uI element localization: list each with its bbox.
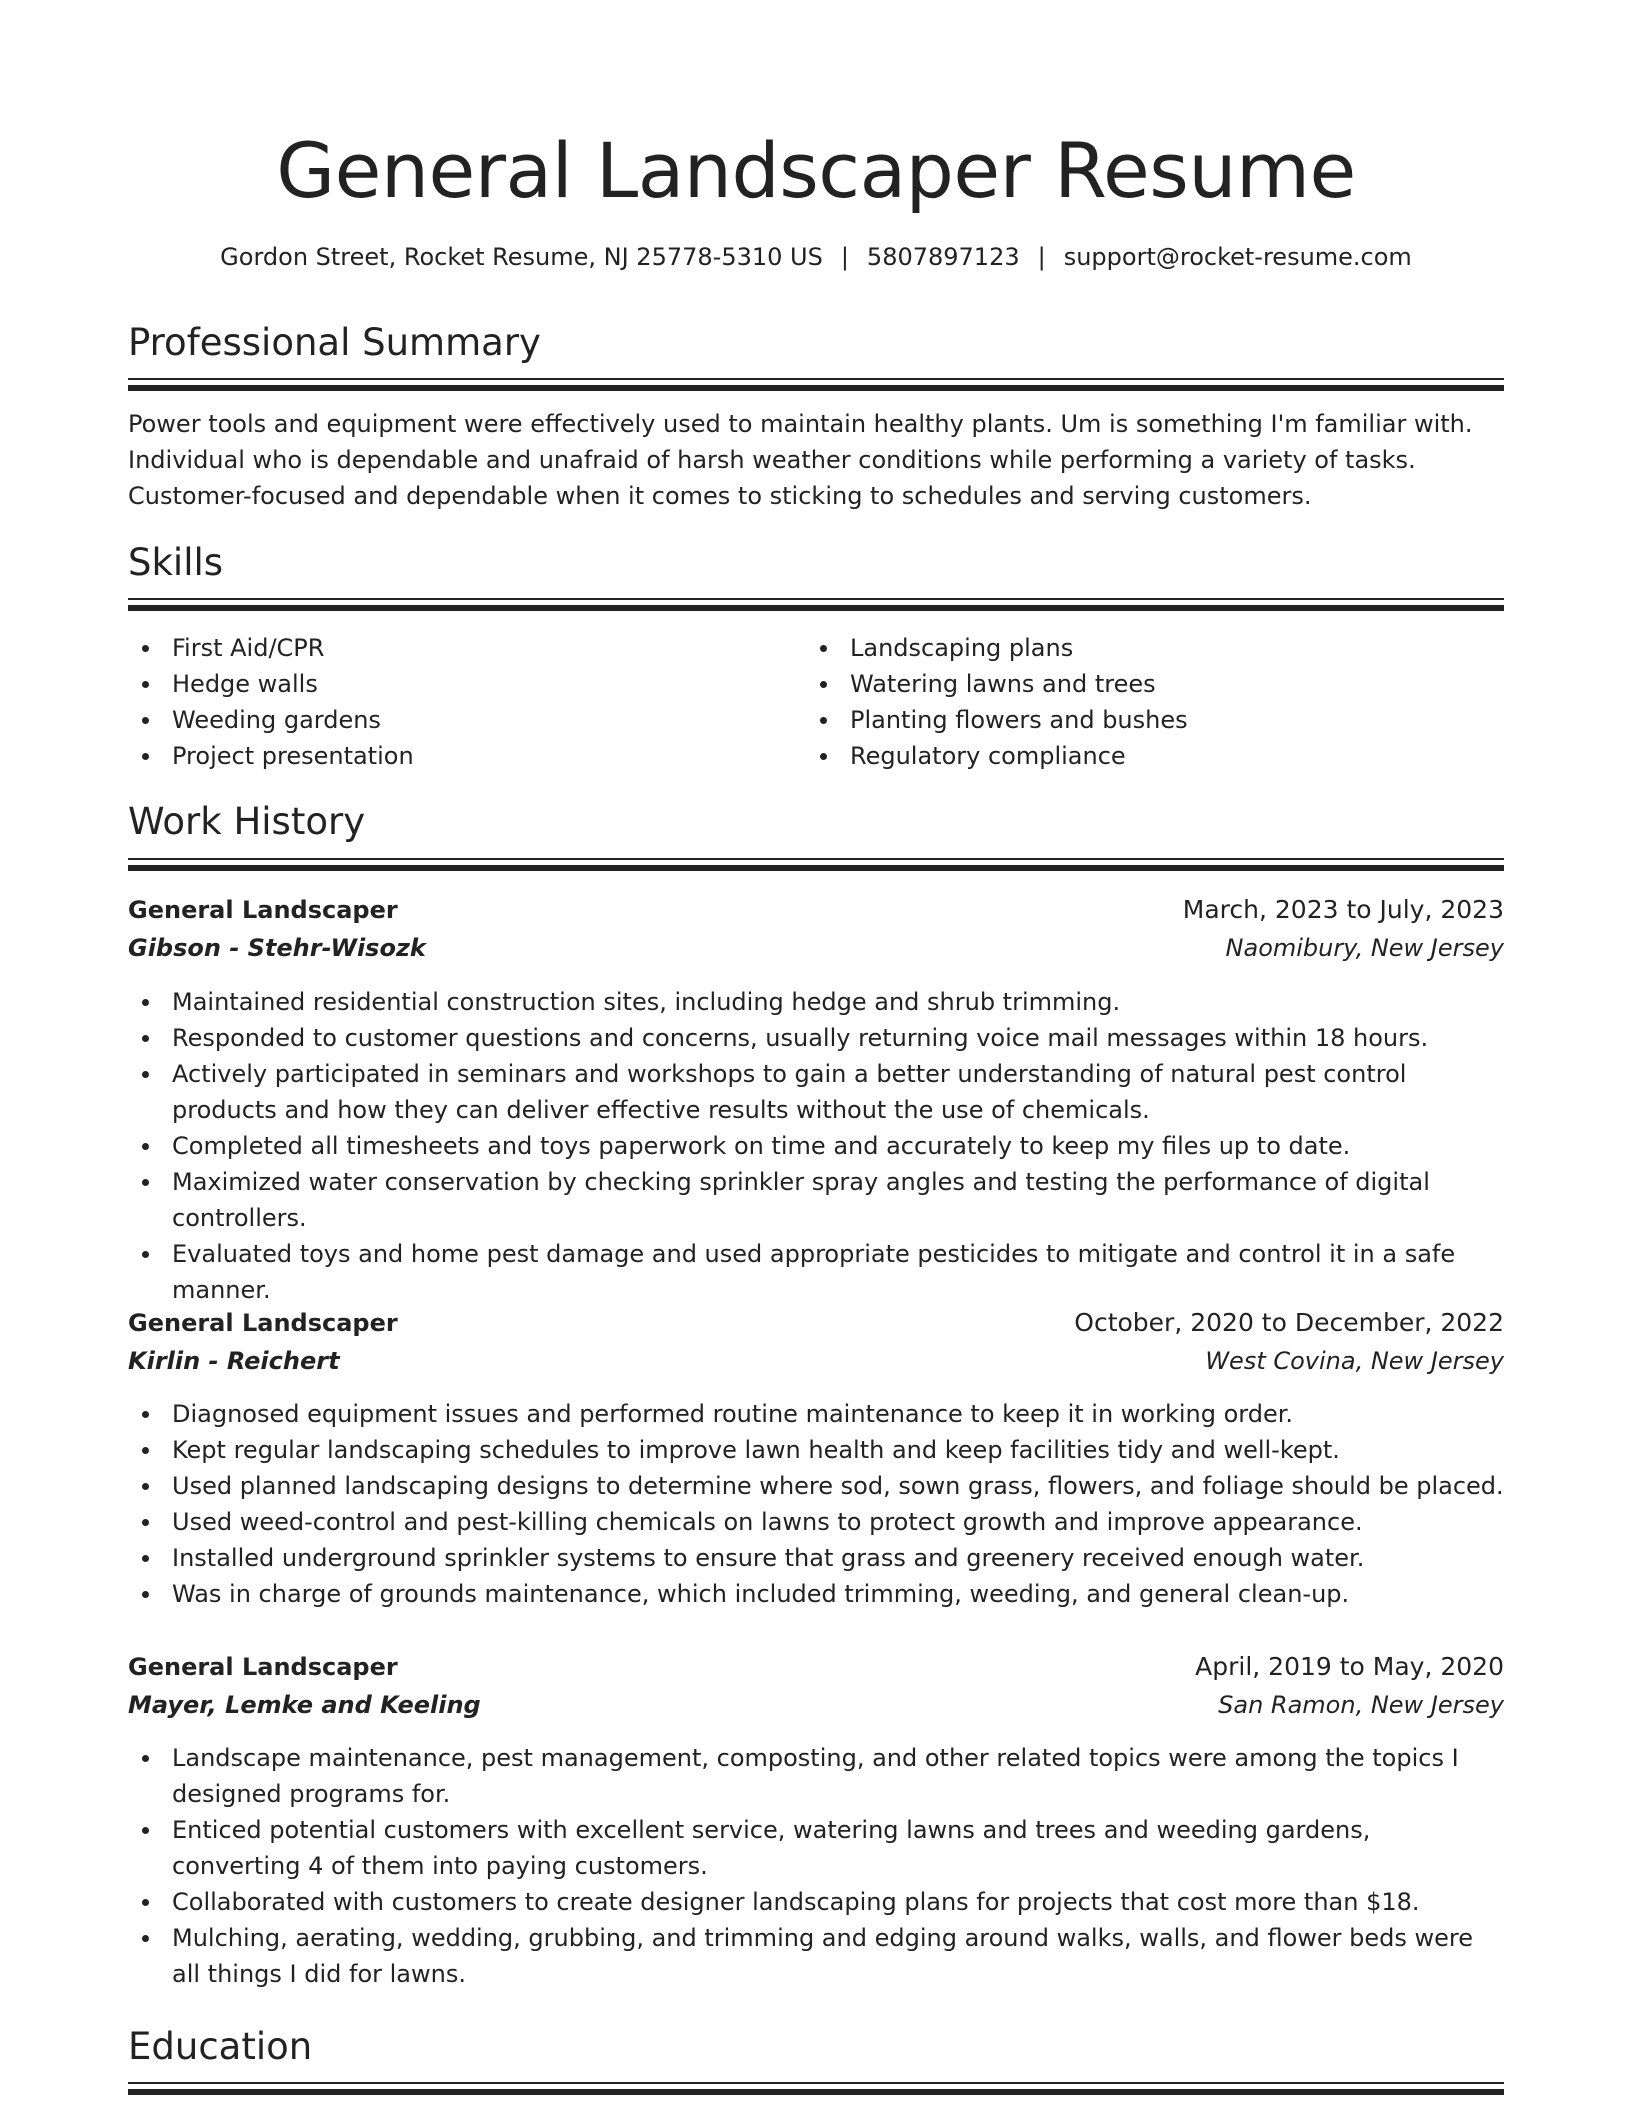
summary-text: Power tools and equipment were effectively used to maintain healthy plants. Um is something I'm familiar with. Individual who is dependable and unafraid of harsh weather conditions while performing a variety of tasks. Customer-focused and dependable when it comes to sticking to schedules and serving customers. <box>128 410 1473 510</box>
job-bullet: Diagnosed equipment issues and performed routine maintenance to keep it in working order. <box>128 1396 1504 1432</box>
page-title: General Landscaper Resume <box>276 126 1356 215</box>
skills-list-right <box>806 630 1486 774</box>
contact-email: support@rocket-resume.com <box>1063 243 1412 271</box>
section-title-work: Work History <box>128 800 366 843</box>
skill-item: First Aid/CPR <box>128 630 808 666</box>
job-bullet: Used planned landscaping designs to determine where sod, sown grass, flowers, and foliage should be placed. <box>128 1468 1504 1504</box>
section-divider <box>128 378 1504 390</box>
contact-separator: | <box>1037 243 1046 271</box>
job-header <box>128 891 1504 971</box>
job-bullet: Completed all timesheets and toys paperwork on time and accurately to keep my files up to date. <box>128 1128 1504 1164</box>
section-divider <box>128 598 1504 610</box>
contact-phone: 5807897123 <box>866 243 1020 271</box>
job-bullets <box>128 1396 1504 1612</box>
section-divider <box>128 2082 1504 2094</box>
job-dates: April, 2019 to May, 2020 <box>1195 1652 1504 1681</box>
job-bullet: Responded to customer questions and concerns, usually returning voice mail messages within 18 hours. <box>128 1020 1504 1056</box>
section-title-education: Education <box>128 2025 313 2068</box>
skill-item: Regulatory compliance <box>806 738 1486 774</box>
skill-item: Weeding gardens <box>128 702 808 738</box>
section-divider <box>128 858 1504 870</box>
job-title: General Landscaper <box>128 896 398 924</box>
job-bullet: Used weed-control and pest-killing chemicals on lawns to protect growth and improve appearance. <box>128 1504 1504 1540</box>
job-bullet: Collaborated with customers to create designer landscaping plans for projects that cost more than $18. <box>128 1884 1504 1920</box>
job-header <box>128 1304 1504 1384</box>
job-company: Kirlin - Reichert <box>128 1347 340 1375</box>
job-header <box>128 1648 1504 1728</box>
job-bullet: Maintained residential construction sites, including hedge and shrub trimming. <box>128 984 1504 1020</box>
skill-item: Watering lawns and trees <box>806 666 1486 702</box>
job-bullet: Installed underground sprinkler systems to ensure that grass and greenery received enough water. <box>128 1540 1504 1576</box>
job-bullet: Mulching, aerating, wedding, grubbing, and trimming and edging around walks, walls, and flower beds were all things I did for lawns. <box>128 1920 1504 1992</box>
job-dates: October, 2020 to December, 2022 <box>1074 1308 1504 1337</box>
job-bullets <box>128 1740 1504 1992</box>
job-title: General Landscaper <box>128 1309 398 1337</box>
skill-item: Planting flowers and bushes <box>806 702 1486 738</box>
skill-item: Hedge walls <box>128 666 808 702</box>
job-title: General Landscaper <box>128 1653 398 1681</box>
job-bullet: Evaluated toys and home pest damage and used appropriate pesticides to mitigate and control it in a safe manner. <box>128 1236 1504 1308</box>
job-company: Mayer, Lemke and Keeling <box>128 1691 481 1719</box>
contact-separator: | <box>840 243 849 271</box>
job-location: West Covina, New Jersey <box>1205 1347 1504 1375</box>
job-company: Gibson - Stehr-Wisozk <box>128 934 426 962</box>
job-bullet: Was in charge of grounds maintenance, which included trimming, weeding, and general clean-up. <box>128 1576 1504 1612</box>
skill-item: Landscaping plans <box>806 630 1486 666</box>
job-bullet: Maximized water conservation by checking sprinkler spray angles and testing the performance of digital controllers. <box>128 1164 1504 1236</box>
job-bullet: Landscape maintenance, pest management, composting, and other related topics were among the topics I designed programs for. <box>128 1740 1504 1812</box>
job-location: Naomibury, New Jersey <box>1225 934 1504 962</box>
skill-item: Project presentation <box>128 738 808 774</box>
job-bullet: Enticed potential customers with excellent service, watering lawns and trees and weeding gardens, converting 4 of them into paying customers. <box>128 1812 1504 1884</box>
skills-list-left <box>128 630 808 774</box>
job-bullet: Kept regular landscaping schedules to improve lawn health and keep facilities tidy and well-kept. <box>128 1432 1504 1468</box>
contact-line <box>128 238 1504 276</box>
job-bullet: Actively participated in seminars and workshops to gain a better understanding of natural pest control products and how they can deliver effective results without the use of chemicals. <box>128 1056 1504 1128</box>
job-bullets <box>128 984 1504 1308</box>
job-dates: March, 2023 to July, 2023 <box>1182 895 1504 924</box>
job-location: San Ramon, New Jersey <box>1218 1691 1504 1719</box>
section-title-summary: Professional Summary <box>128 321 541 364</box>
section-title-skills: Skills <box>128 541 224 584</box>
contact-address: Gordon Street, Rocket Resume, NJ 25778-5310 US <box>220 243 823 271</box>
